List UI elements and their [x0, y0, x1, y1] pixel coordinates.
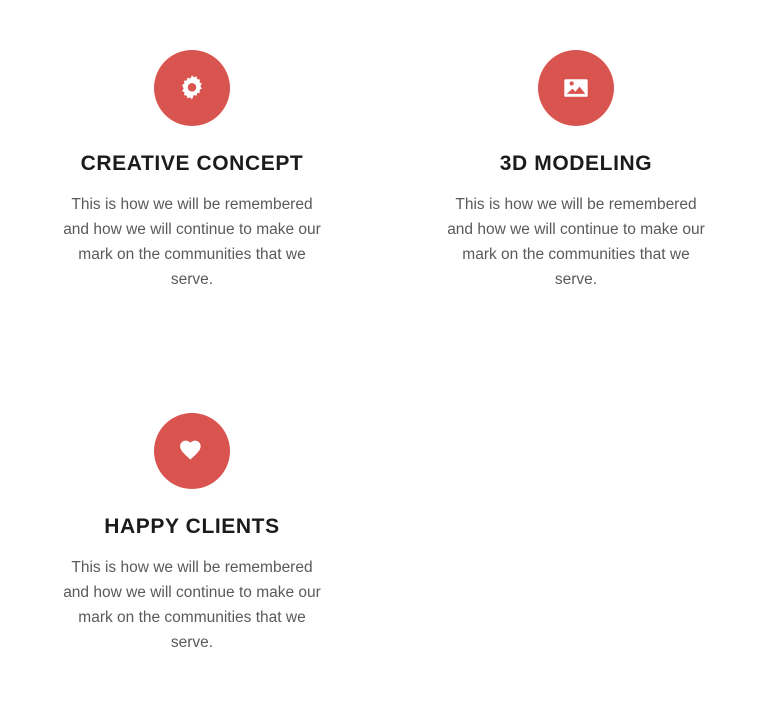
feature-card-creative-concept — [0, 50, 384, 348]
feature-text: This is how we will be remembered and how we will continue to make our mark on the communities that we serve. — [63, 196, 321, 289]
feature-text: This is how we will be remembered and how we will continue to make our mark on the communities that we serve. — [447, 196, 705, 289]
feature-text: This is how we will be remembered and how we will continue to make our mark on the communities that we serve. — [63, 558, 321, 651]
feature-title: CREATIVE CONCEPT — [80, 152, 304, 175]
feature-title: HAPPY CLIENTS — [104, 514, 280, 538]
feature-card-happy-clients — [0, 413, 384, 710]
image-icon — [538, 50, 614, 126]
feature-title: 3D MODELING — [499, 152, 653, 175]
gear-icon — [154, 50, 230, 126]
heart-icon — [154, 413, 230, 489]
empty-grid-cell — [384, 413, 768, 710]
feature-card-3d-modeling — [384, 50, 768, 348]
